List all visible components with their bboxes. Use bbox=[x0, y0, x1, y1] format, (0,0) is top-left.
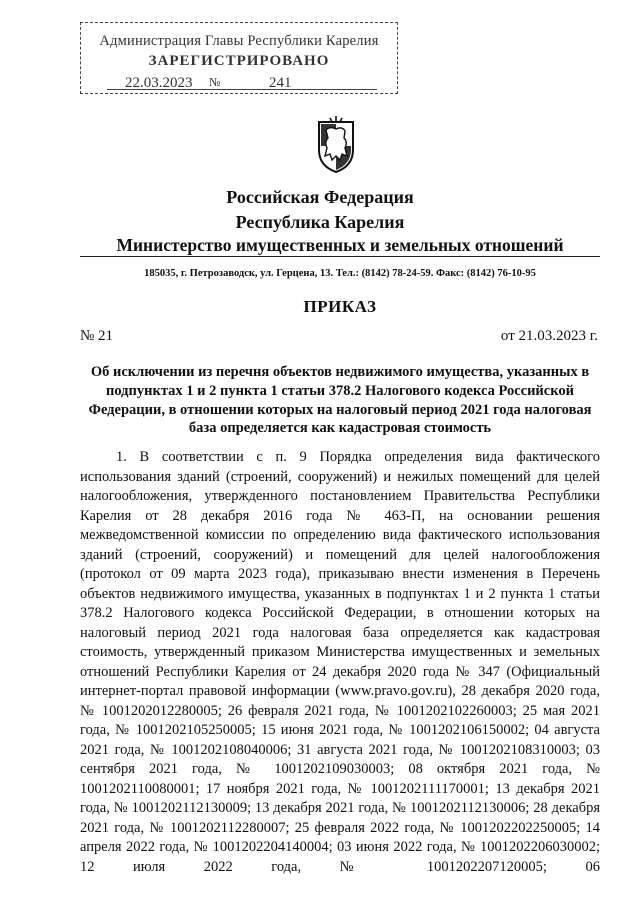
stamp-date: 22.03.2023 bbox=[125, 75, 193, 91]
document-type: ПРИКАЗ bbox=[303, 297, 377, 316]
stamp-registered: ЗАРЕГИСТРИРОВАНО bbox=[148, 53, 330, 69]
header-federation: Российская Федерация bbox=[226, 187, 414, 207]
document-date: от 21.03.2023 г. bbox=[500, 328, 598, 344]
stamp-number: 241 bbox=[269, 75, 292, 91]
stamp-authority: Администрация Главы Республики Карелия bbox=[99, 33, 379, 49]
karelia-coat-of-arms-icon bbox=[314, 116, 358, 174]
header-address: 185035, г. Петрозаводск, ул. Герцена, 13. Тел.: (8142) 78-24-59. Факс: (8142) 76-10-95 bbox=[144, 268, 536, 279]
stamp-number-label: № bbox=[209, 75, 221, 89]
header-divider bbox=[80, 256, 600, 257]
document-number: № 21 bbox=[80, 328, 114, 344]
header-republic: Республика Карелия bbox=[235, 212, 405, 232]
document-title: Об исключении из перечня объектов недвижимого имущества, указанных в подпунктах 1 и 2 пункта 1 статьи 378.2 Налогового кодекса Российской Федерации, в отношении которых на налоговый период 2021 года налоговая база определяется как кадастровая стоимость bbox=[88, 364, 592, 437]
header-ministry: Министерство имущественных и земельных отношений bbox=[116, 235, 564, 255]
stamp-registration-line bbox=[107, 75, 377, 90]
registration-stamp bbox=[80, 22, 398, 94]
document-body: 1. В соответствии с п. 9 Порядка определения вида фактического использования зданий (строений, сооружений) и нежилых помещений для целей налогообложения, утвержденного постановлением Правительства Республики Карелия от 28 декабря 2016 года № 463-П, на основании решения межведомственной комиссии по определению вида фактического использования зданий (строений, сооружений) и помещений для целей налогообложения (протокол от 09 марта 2023 года), приказываю внести изменения в Перечень объектов недвижимого имущества, указанных в подпунктах 1 и 2 пункта 1 статьи 378.2 Налогового кодекса Российской Федерации, в отношении которых на налоговый период 2021 года налоговая база определяется как кадастровая стоимость, утвержденный приказом Министерства имущественных и земельных отношений Республики Карелия от 24 декабря 2020 года № 347 (Официальный интернет-портал правовой информации (www.pravo.gov.ru), 28 декабря 2020 года, № 1001202012280005; 26 февраля 2021 года, № 1001202102260003; 25 мая 2021 года, № 1001202105250005; 15 июня 2021 года, № 1001202106150002; 04 августа 2021 года, № 1001202108040006; 31 августа 2021 года, № 1001202108310003; 03 сентября 2021 года, № 1001202109030003; 08 октября 2021 года, № 1001202110080001; 17 ноября 2021 года, № 1001202111170001; 13 декабря 2021 года, № 1001202112130009; 13 декабря 2021 года, № 1001202112130006; 28 декабря 2021 года, № 1001202112280007; 25 февраля 2022 года, № 1001202202250005; 14 апреля 2022 года, № 1001202204140004; 03 июня 2022 года, № 1001202206030002; 12 июля 2022 года, № 1001202207120005; 06 bbox=[80, 449, 600, 875]
